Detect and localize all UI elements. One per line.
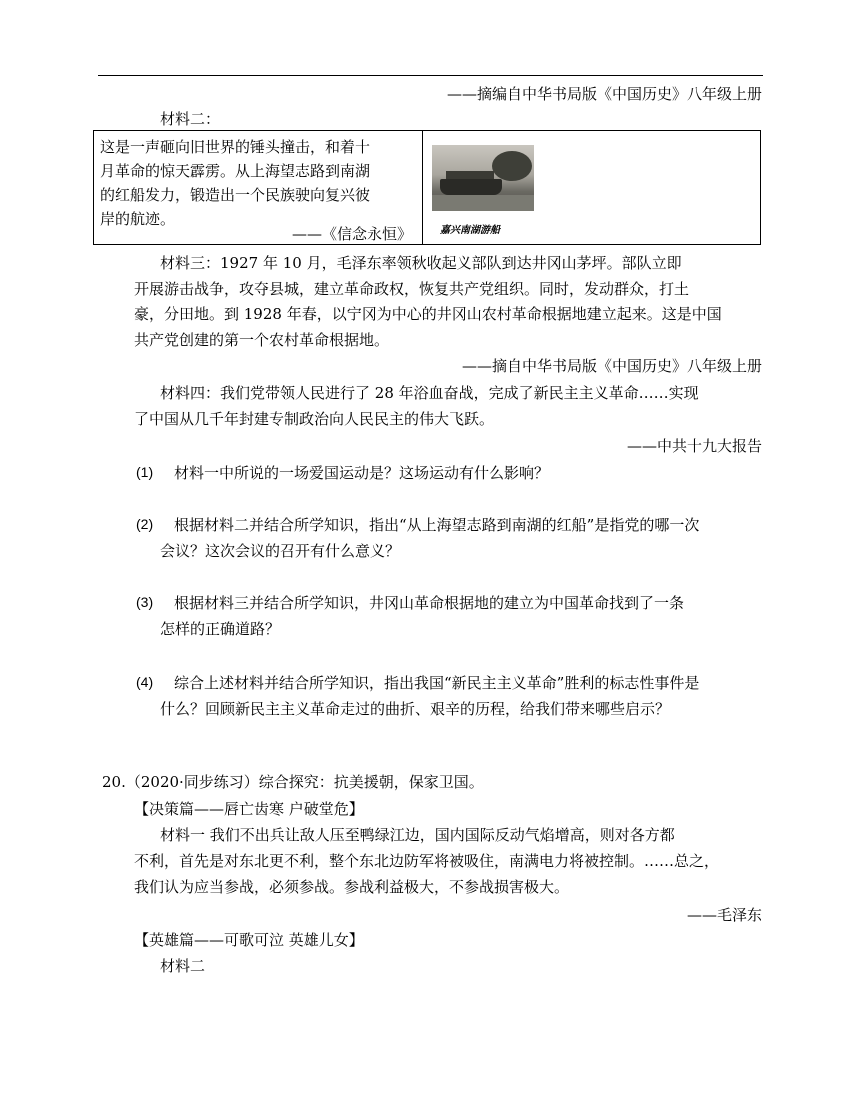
q20-material1-source: ——毛泽东 [686,906,762,924]
question-text: 根据材料三并结合所学知识，井冈山革命根据地的建立为中国革命找到了一条 [174,594,685,612]
q20-material1-line: 我们认为应当参战，必须参战。参战利益极大，不参战损害极大。 [134,878,570,896]
material4-source: ——中共十九大报告 [626,437,762,455]
boat-roof [446,171,494,179]
material4-line: 材料四：我们党带领人民进行了 28 年浴血奋战，完成了新民主主义革命……实现 [160,384,699,402]
question-text: 材料一中所说的一场爱国运动是？这场运动有什么影响？ [174,464,550,482]
material2-text-line: 这是一声砸向旧世界的锤头撞击，和着十 [100,138,371,156]
material2-text-line: 岸的航迹。 [100,210,176,228]
material2-table [93,130,761,245]
question-text: 什么？回顾新民主主义革命走过的曲折、艰辛的历程，给我们带来哪些启示？ [160,700,671,718]
question-text: 根据材料二并结合所学知识，指出“从上海望志路到南湖的红船”是指党的哪一次 [174,516,700,534]
material3-line: 材料三：1927 年 10 月，毛泽东率领秋收起义部队到达井冈山茅坪。部队立即 [160,254,682,272]
material2-source: ——《信念永恒》 [291,225,412,243]
material2-text-line: 的红船发力，锻造出一个民族驶向复兴彼 [100,186,371,204]
question-number: (2) [136,516,154,532]
question-number: (3) [136,594,154,610]
section-heading-decision: 【决策篇——唇亡齿寒 户破堂危】 [134,800,364,818]
table-divider [422,131,423,244]
photo-caption: 嘉兴南湖游船 [440,225,500,236]
material1-source: ——摘编自中华书局版《中国历史》八年级上册 [446,85,762,103]
question-text: 怎样的正确道路？ [160,620,281,638]
material4-line: 了中国从几千年封建专制政治向人民民主的伟大飞跃。 [134,410,495,428]
question-text: 会议？这次会议的召开有什么意义？ [160,542,401,560]
boat-hull [440,179,502,195]
section-heading-heroes: 【英雄篇——可歌可泣 英雄儿女】 [134,931,364,949]
material2-text-line: 月革命的惊天霹雳。从上海望志路到南湖 [100,162,371,180]
question-text: 综合上述材料并结合所学知识，指出我国“新民主主义革命”胜利的标志性事件是 [174,674,700,692]
question-number: (1) [136,464,154,480]
q20-material1-line: 材料一 我们不出兵让敌人压至鸭绿江边，国内国际反动气焰增高，则对各方都 [160,826,675,844]
top-rule [98,75,763,76]
lake-water [432,195,534,211]
q20-material1-line: 不利，首先是对东北更不利，整个东北边防军将被吸住，南满电力将被控制。……总之， [134,852,720,870]
tree-shape [492,151,532,181]
material3-source: ——摘自中华书局版《中国历史》八年级上册 [461,357,762,375]
material3-line: 豪，分田地。到 1928 年春，以宁冈为中心的井冈山农村革命根据地建立起来。这是中国 [134,305,722,323]
question-number: (4) [136,674,154,690]
material3-line: 开展游击战争，攻夺县城，建立革命政权，恢复共产党组织。同时，发动群众，打土 [134,280,690,298]
q20-material2-heading: 材料二 [160,957,206,975]
material2-text [100,135,418,231]
material2-heading: 材料二： [160,110,221,128]
red-boat-photo [432,145,534,211]
question20-title: 20.（2020·同步练习）综合探究：抗美援朝，保家卫国。 [102,773,484,791]
material3-line: 共产党创建的第一个农村革命根据地。 [134,331,390,349]
